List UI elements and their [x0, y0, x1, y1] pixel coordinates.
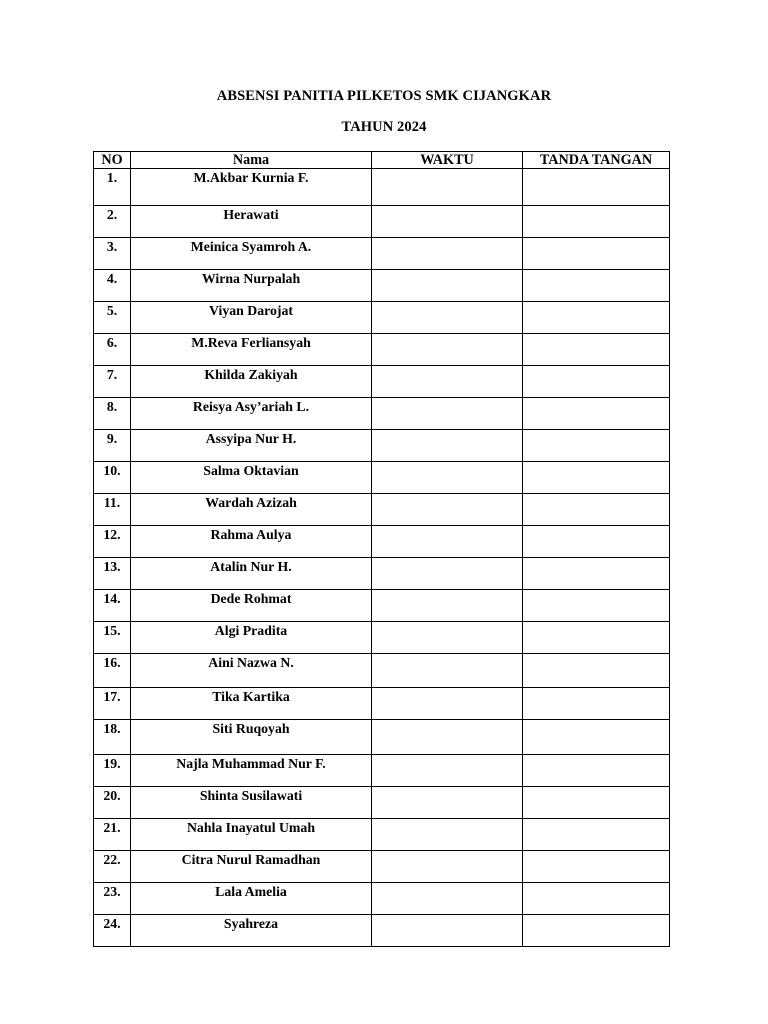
row-name: Shinta Susilawati [131, 787, 372, 819]
row-signature-cell[interactable] [523, 819, 670, 851]
table-row [94, 238, 670, 270]
row-number: 20. [94, 787, 131, 819]
row-time-cell[interactable] [372, 755, 523, 787]
row-signature-cell[interactable] [523, 462, 670, 494]
row-number: 2. [94, 206, 131, 238]
row-name: M.Reva Ferliansyah [131, 334, 372, 366]
row-name: Citra Nurul Ramadhan [131, 851, 372, 883]
row-number: 4. [94, 270, 131, 302]
row-number: 5. [94, 302, 131, 334]
table-row [94, 270, 670, 302]
row-name: Lala Amelia [131, 883, 372, 915]
row-number: 19. [94, 755, 131, 787]
row-number: 24. [94, 915, 131, 947]
row-time-cell[interactable] [372, 366, 523, 398]
document-title: ABSENSI PANITIA PILKETOS SMK CIJANGKAR [216, 88, 552, 104]
row-time-cell[interactable] [372, 169, 523, 206]
row-time-cell[interactable] [372, 787, 523, 819]
table-row [94, 526, 670, 558]
table-row [94, 720, 670, 755]
row-time-cell[interactable] [372, 206, 523, 238]
table-row [94, 206, 670, 238]
attendance-table [93, 151, 670, 947]
row-name: Viyan Darojat [131, 302, 372, 334]
row-number: 17. [94, 688, 131, 720]
table-row [94, 494, 670, 526]
row-name: Atalin Nur H. [131, 558, 372, 590]
row-name: Aini Nazwa N. [131, 654, 372, 688]
row-name: Algi Pradita [131, 622, 372, 654]
row-name: Meinica Syamroh A. [131, 238, 372, 270]
table-header-row [94, 152, 670, 169]
row-time-cell[interactable] [372, 462, 523, 494]
row-signature-cell[interactable] [523, 526, 670, 558]
table-row [94, 302, 670, 334]
row-signature-cell[interactable] [523, 590, 670, 622]
row-signature-cell[interactable] [523, 688, 670, 720]
table-row [94, 366, 670, 398]
row-time-cell[interactable] [372, 398, 523, 430]
row-signature-cell[interactable] [523, 398, 670, 430]
row-signature-cell[interactable] [523, 494, 670, 526]
row-signature-cell[interactable] [523, 787, 670, 819]
row-time-cell[interactable] [372, 654, 523, 688]
table-row [94, 883, 670, 915]
row-name: Syahreza [131, 915, 372, 947]
row-signature-cell[interactable] [523, 270, 670, 302]
row-signature-cell[interactable] [523, 654, 670, 688]
row-name: M.Akbar Kurnia F. [131, 169, 372, 206]
row-name: Herawati [131, 206, 372, 238]
table-body [94, 169, 670, 947]
row-time-cell[interactable] [372, 238, 523, 270]
table-row [94, 398, 670, 430]
row-time-cell[interactable] [372, 819, 523, 851]
row-number: 9. [94, 430, 131, 462]
row-number: 11. [94, 494, 131, 526]
table-row [94, 787, 670, 819]
table-row [94, 851, 670, 883]
row-number: 10. [94, 462, 131, 494]
row-number: 15. [94, 622, 131, 654]
row-signature-cell[interactable] [523, 430, 670, 462]
row-signature-cell[interactable] [523, 622, 670, 654]
row-signature-cell[interactable] [523, 720, 670, 755]
row-number: 7. [94, 366, 131, 398]
row-name: Assyipa Nur H. [131, 430, 372, 462]
row-number: 22. [94, 851, 131, 883]
row-signature-cell[interactable] [523, 334, 670, 366]
row-name: Rahma Aulya [131, 526, 372, 558]
row-time-cell[interactable] [372, 558, 523, 590]
row-time-cell[interactable] [372, 430, 523, 462]
table-row [94, 819, 670, 851]
row-signature-cell[interactable] [523, 755, 670, 787]
row-number: 1. [94, 169, 131, 206]
row-signature-cell[interactable] [523, 169, 670, 206]
table-row [94, 590, 670, 622]
row-time-cell[interactable] [372, 494, 523, 526]
row-time-cell[interactable] [372, 720, 523, 755]
row-signature-cell[interactable] [523, 366, 670, 398]
row-number: 16. [94, 654, 131, 688]
table-row [94, 688, 670, 720]
row-name: Dede Rohmat [131, 590, 372, 622]
row-name: Reisya Asy’ariah L. [131, 398, 372, 430]
row-name: Khilda Zakiyah [131, 366, 372, 398]
row-name: Nahla Inayatul Umah [131, 819, 372, 851]
document-subtitle: TAHUN 2024 [341, 119, 427, 135]
row-number: 13. [94, 558, 131, 590]
row-signature-cell[interactable] [523, 238, 670, 270]
table-row [94, 462, 670, 494]
row-time-cell[interactable] [372, 334, 523, 366]
table-row [94, 915, 670, 947]
table-row [94, 654, 670, 688]
header-name: Nama [131, 152, 372, 169]
row-name: Wardah Azizah [131, 494, 372, 526]
row-signature-cell[interactable] [523, 302, 670, 334]
row-name: Wirna Nurpalah [131, 270, 372, 302]
table-row [94, 622, 670, 654]
row-name: Najla Muhammad Nur F. [131, 755, 372, 787]
header-time: WAKTU [372, 152, 523, 169]
header-no: NO [94, 152, 131, 169]
row-time-cell[interactable] [372, 883, 523, 915]
table-row [94, 755, 670, 787]
row-time-cell[interactable] [372, 688, 523, 720]
row-time-cell[interactable] [372, 302, 523, 334]
row-number: 21. [94, 819, 131, 851]
row-signature-cell[interactable] [523, 883, 670, 915]
row-time-cell[interactable] [372, 915, 523, 947]
row-name: Siti Ruqoyah [131, 720, 372, 755]
row-number: 14. [94, 590, 131, 622]
row-time-cell[interactable] [372, 526, 523, 558]
table-row [94, 430, 670, 462]
table-row [94, 169, 670, 206]
row-number: 18. [94, 720, 131, 755]
row-number: 8. [94, 398, 131, 430]
row-number: 3. [94, 238, 131, 270]
row-time-cell[interactable] [372, 590, 523, 622]
header-signature: TANDA TANGAN [523, 152, 670, 169]
row-number: 6. [94, 334, 131, 366]
row-time-cell[interactable] [372, 622, 523, 654]
row-signature-cell[interactable] [523, 851, 670, 883]
row-name: Salma Oktavian [131, 462, 372, 494]
row-number: 12. [94, 526, 131, 558]
table-row [94, 334, 670, 366]
row-time-cell[interactable] [372, 270, 523, 302]
row-signature-cell[interactable] [523, 206, 670, 238]
row-signature-cell[interactable] [523, 915, 670, 947]
row-time-cell[interactable] [372, 851, 523, 883]
row-name: Tika Kartika [131, 688, 372, 720]
table-row [94, 558, 670, 590]
row-signature-cell[interactable] [523, 558, 670, 590]
row-number: 23. [94, 883, 131, 915]
